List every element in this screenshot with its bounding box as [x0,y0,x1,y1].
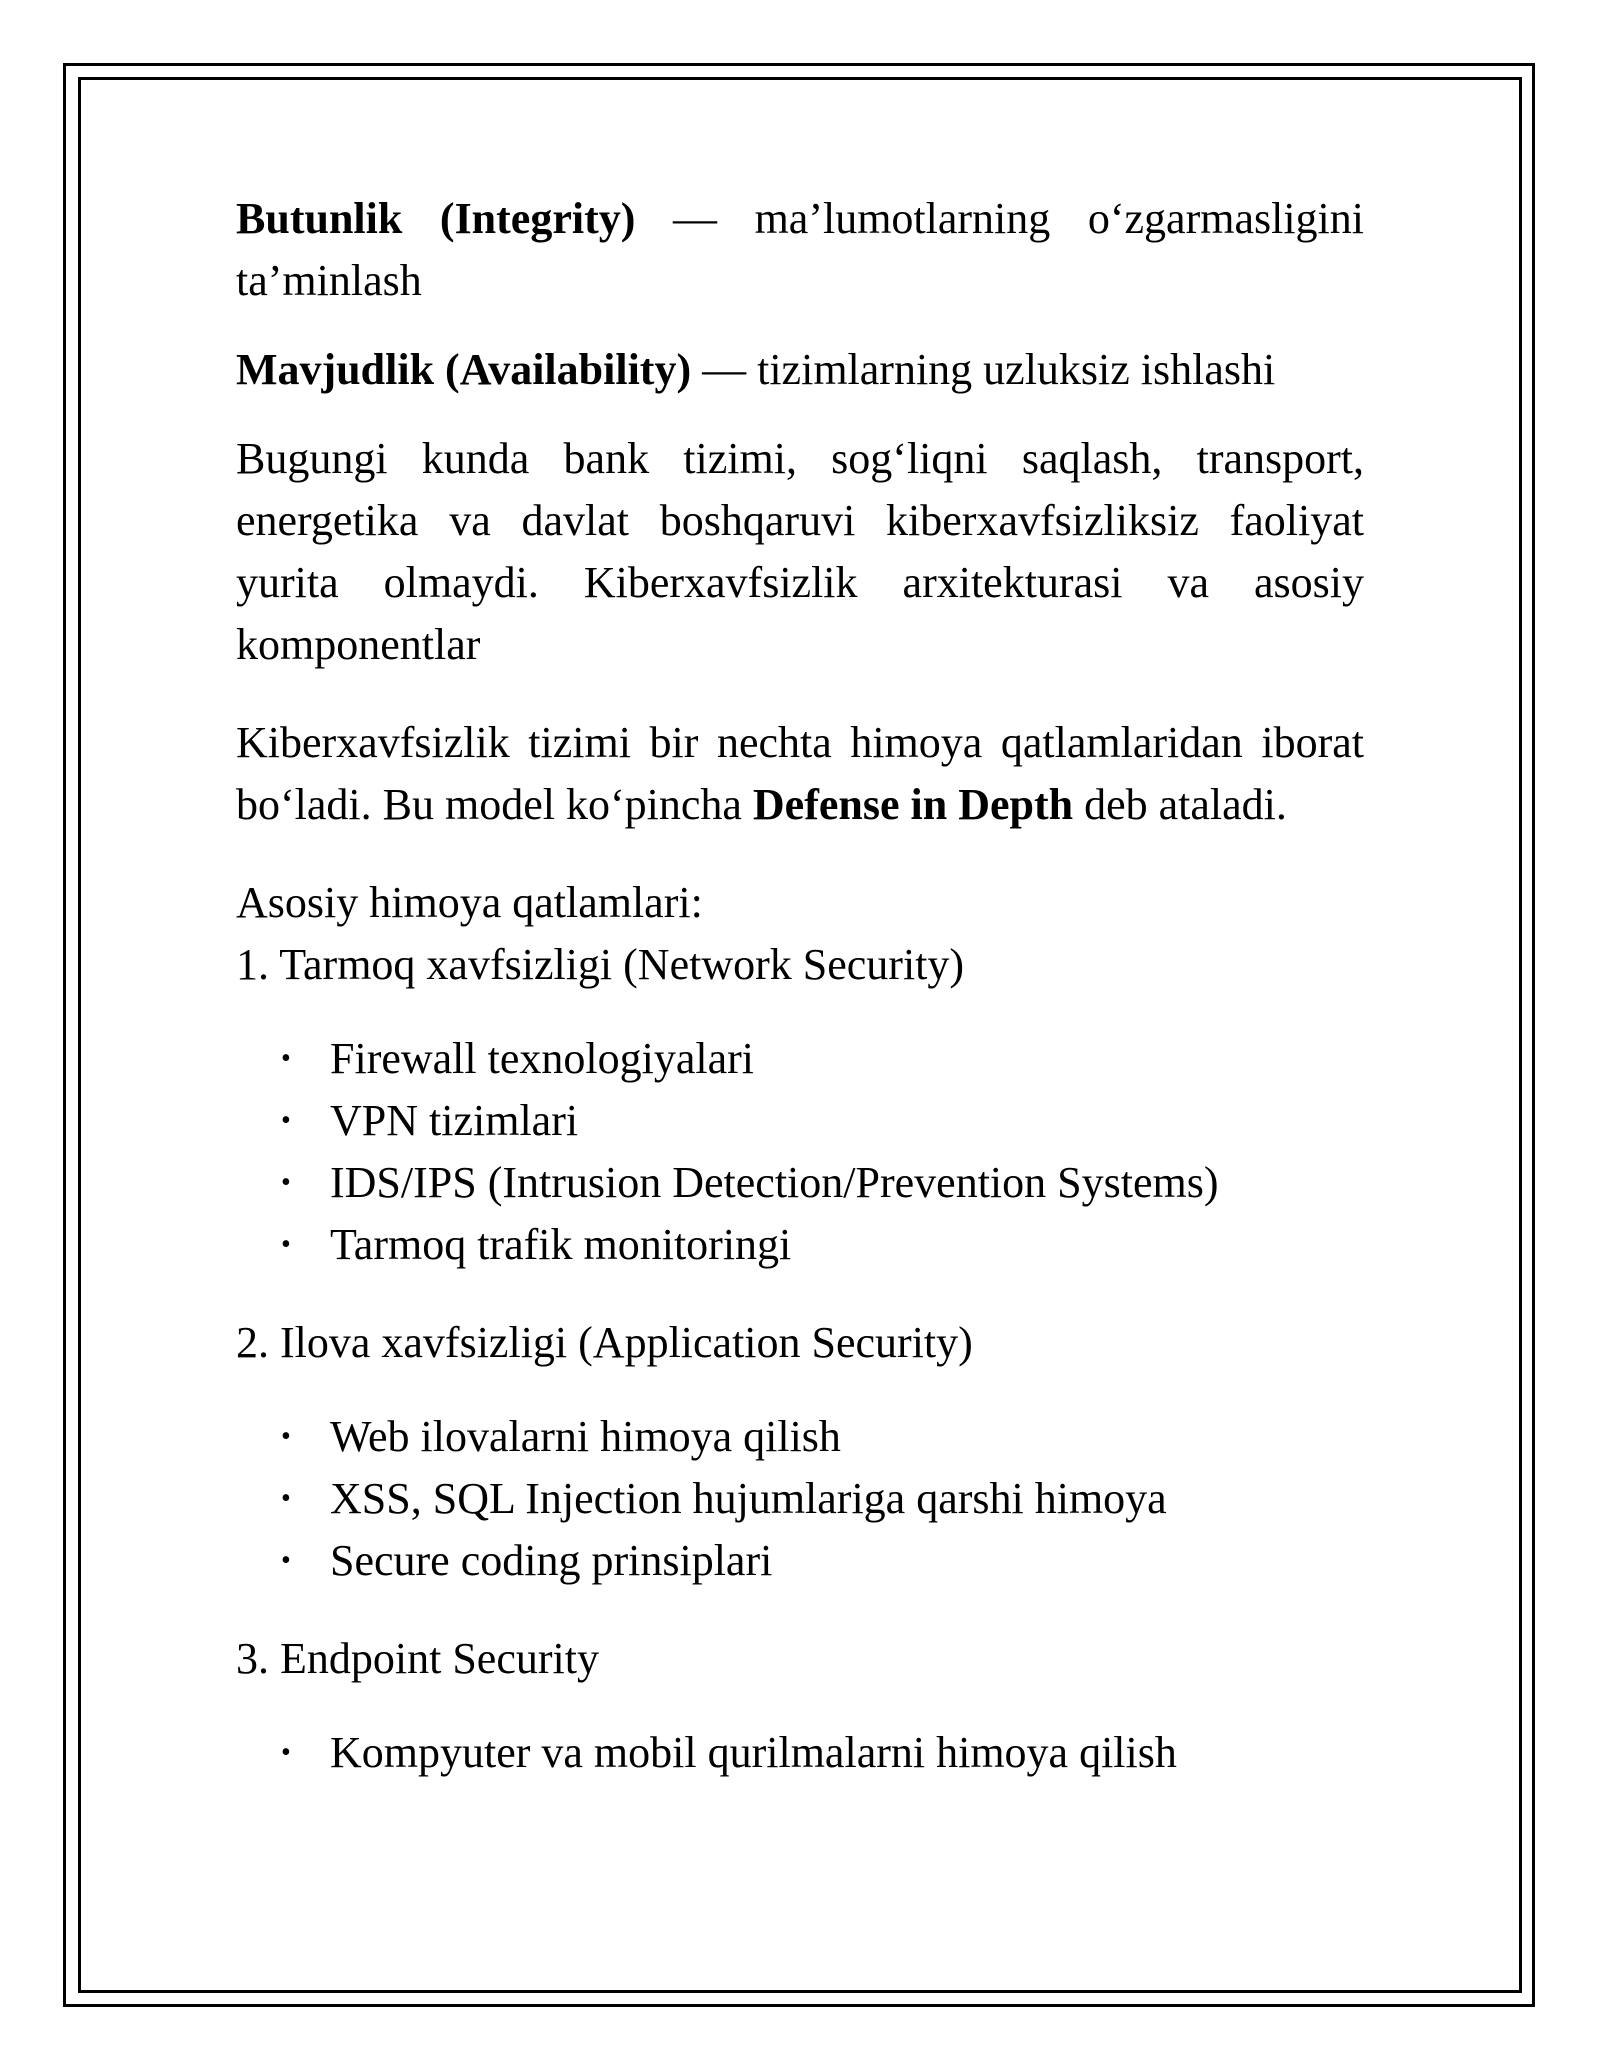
bullet-icon: • [281,1229,291,1260]
list-item [236,1468,1364,1530]
bullet-icon: • [281,1167,291,1198]
section-heading: 3. Endpoint Security [236,1634,599,1683]
defense-text-after: deb ataladi. [1073,780,1287,829]
section-heading: 1. Tarmoq xavfsizligi (Network Security) [236,940,965,989]
layers-title: Asosiy himoya qatlamlari: [236,878,703,927]
bullet-list [236,1406,1364,1592]
list-item [236,1406,1364,1468]
list-item-text: IDS/IPS (Intrusion Detection/Prevention Systems) [330,1158,1219,1207]
list-item-text: Tarmoq trafik monitoringi [330,1220,792,1269]
bullet-icon: • [281,1421,291,1452]
document-body [236,188,1364,1820]
bullet-list [236,1028,1364,1276]
bullet-icon: • [281,1545,291,1576]
list-item [236,1028,1364,1090]
definition-integrity: — ma’lumotlarning o‘zgarmasligini ta’minlash [236,194,1364,305]
list-item [236,1214,1364,1276]
term-integrity: Butunlik (Integrity) [236,194,636,243]
list-item-text: Kompyuter va mobil qurilmalarni himoya qilish [330,1728,1177,1777]
list-item [236,1530,1364,1592]
paragraph-intro: Bugungi kunda bank tizimi, sog‘liqni saqlash, transport, energetika va davlat boshqaruvi kiberxavfsizliksiz faoliyat yurita olmaydi. Kiberxavfsizlik arxitekturasi va asosiy komponentlar [236,434,1364,669]
defense-text-before: Kiberxavfsizlik tizimi bir nechta himoya qatlamlaridan iborat bo‘ladi. Bu model ko‘pincha [236,718,1364,829]
list-item [236,1722,1364,1784]
paragraph-availability [236,339,1364,401]
paragraph-integrity [236,188,1364,312]
bullet-icon: • [281,1737,291,1768]
definition-availability: — tizimlarning uzluksiz ishlashi [691,345,1276,394]
paragraph-defense-in-depth [236,712,1364,836]
bullet-icon: • [281,1483,291,1514]
term-availability: Mavjudlik (Availability) [236,345,692,394]
security-layers [236,934,1364,1784]
list-item-text: VPN tizimlari [330,1096,579,1145]
list-item-text: XSS, SQL Injection hujumlariga qarshi himoya [330,1474,1167,1523]
list-item-text: Web ilovalarni himoya qilish [330,1412,841,1461]
defense-in-depth-term: Defense in Depth [752,780,1074,829]
bullet-list [236,1722,1364,1784]
section-heading: 2. Ilova xavfsizligi (Application Security) [236,1318,973,1367]
bullet-icon: • [281,1105,291,1136]
list-item [236,1090,1364,1152]
bullet-icon: • [281,1043,291,1074]
list-item [236,1152,1364,1214]
list-item-text: Secure coding prinsiplari [330,1536,773,1585]
list-item-text: Firewall texnologiyalari [330,1034,754,1083]
